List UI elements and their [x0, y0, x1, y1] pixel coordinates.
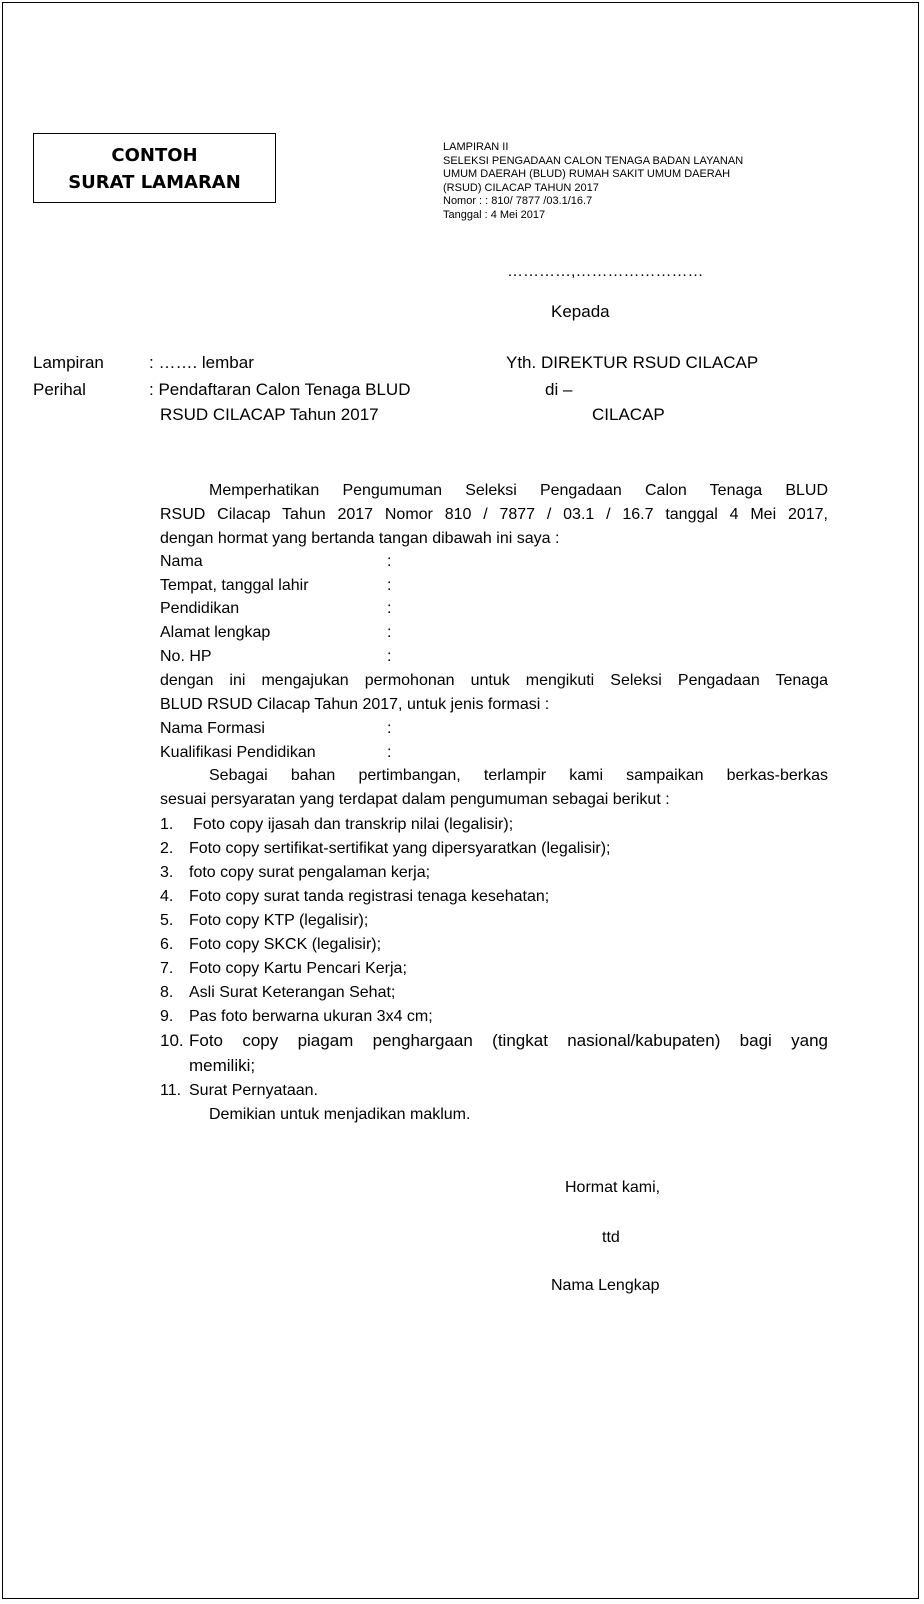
- list-item-text: Surat Pernyataan.: [189, 1082, 318, 1099]
- attachment-line: Nomor : : 810/ 7877 /03.1/16.7: [443, 195, 593, 207]
- title-line-1: CONTOH: [111, 145, 198, 166]
- list-item-number: 8.: [160, 984, 174, 1001]
- attachment-line: Tanggal : 4 Mei 2017: [443, 208, 546, 221]
- perihal-value: : Pendaftaran Calon Tenaga BLUD: [149, 380, 411, 399]
- list-item-number: 9.: [160, 1008, 174, 1025]
- field-colon: :: [387, 600, 392, 617]
- recipient-di: di –: [545, 380, 573, 399]
- attachment-line: LAMPIRAN II: [443, 141, 509, 153]
- intro-line-3: dengan hormat yang bertanda tangan dibawah ini saya :: [160, 530, 560, 547]
- closing-line: Demikian untuk menjadikan maklum.: [209, 1106, 471, 1123]
- formasi-colon: :: [387, 720, 392, 737]
- intro-line-1: Memperhatikan Pengumuman Seleksi Pengadaan Calon Tenaga BLUD: [209, 482, 828, 499]
- attachment-line: (RSUD) CILACAP TAHUN 2017: [443, 181, 599, 194]
- field-label: Pendidikan: [160, 600, 240, 617]
- field-colon: :: [387, 624, 392, 641]
- perihal-label: Perihal: [33, 380, 86, 399]
- list-item-number: 7.: [160, 960, 174, 977]
- list-item-number: 6.: [160, 936, 174, 953]
- list-item-text: Foto copy surat tanda registrasi tenaga kesehatan;: [189, 888, 550, 905]
- kepada: Kepada: [551, 302, 610, 321]
- recipient-yth: Yth. DIREKTUR RSUD CILACAP: [506, 353, 759, 372]
- list-item-number: 1.: [160, 816, 174, 833]
- attachment-line: UMUM DAERAH (BLUD) RUMAH SAKIT UMUM DAERAH: [443, 168, 731, 180]
- list-item-text: Asli Surat Keterangan Sehat;: [189, 984, 396, 1001]
- field-label: Alamat lengkap: [160, 624, 271, 641]
- consider-line-2: sesuai persyaratan yang terdapat dalam pengumuman sebagai berikut :: [160, 791, 670, 808]
- title-line-2: SURAT LAMARAN: [68, 172, 241, 193]
- request-line-2: BLUD RSUD Cilacap Tahun 2017, untuk jenis formasi :: [160, 696, 550, 713]
- field-colon: :: [387, 577, 392, 594]
- list-item-text: Foto copy KTP (legalisir);: [189, 912, 369, 929]
- place-date: …………,……………………: [507, 263, 704, 280]
- list-item-text: Foto copy ijasah dan transkrip nilai (legalisir);: [193, 816, 514, 833]
- lampiran-value: : ……. lembar: [149, 353, 254, 372]
- list-item-text: Foto copy SKCK (legalisir);: [189, 936, 382, 953]
- field-colon: :: [387, 553, 392, 570]
- list-item-number: 11.: [160, 1082, 182, 1099]
- list-item-text: Foto copy piagam penghargaan (tingkat nasional/kabupaten) bagi yang: [189, 1031, 828, 1050]
- signature-ttd: ttd: [602, 1229, 620, 1246]
- field-label: Nama: [160, 553, 203, 570]
- list-item-text: Foto copy Kartu Pencari Kerja;: [189, 960, 407, 977]
- list-item-text: foto copy surat pengalaman kerja;: [189, 864, 431, 881]
- list-item-number: 3.: [160, 864, 174, 881]
- formasi-label: Kualifikasi Pendidikan: [160, 744, 316, 761]
- consider-line-1: Sebagai bahan pertimbangan, terlampir kami sampaikan berkas-berkas: [209, 767, 828, 784]
- field-label: Tempat, tanggal lahir: [160, 577, 309, 594]
- list-item-number: 5.: [160, 912, 174, 929]
- recipient-city: CILACAP: [592, 405, 665, 424]
- title-box: [33, 133, 276, 203]
- perihal-value-2: RSUD CILACAP Tahun 2017: [160, 405, 379, 424]
- list-item-text: Pas foto berwarna ukuran 3x4 cm;: [189, 1008, 433, 1025]
- request-line-1: dengan ini mengajukan permohonan untuk mengikuti Seleksi Pengadaan Tenaga: [160, 672, 828, 689]
- intro-line-2: RSUD Cilacap Tahun 2017 Nomor 810 / 7877 / 03.1 / 16.7 tanggal 4 Mei 2017,: [160, 506, 828, 523]
- list-item-number: 10.: [160, 1031, 184, 1050]
- list-item-text-continued: memiliki;: [189, 1056, 256, 1075]
- list-item-number: 4.: [160, 888, 174, 905]
- formasi-colon: :: [387, 744, 392, 761]
- regards: Hormat kami,: [565, 1179, 661, 1196]
- signature-name: Nama Lengkap: [551, 1277, 660, 1294]
- attachment-line: SELEKSI PENGADAAN CALON TENAGA BADAN LAYANAN: [443, 154, 744, 167]
- list-item-number: 2.: [160, 840, 174, 857]
- lampiran-label: Lampiran: [33, 353, 104, 372]
- field-label: No. HP: [160, 648, 212, 665]
- field-colon: :: [387, 648, 392, 665]
- attachment-header: [443, 141, 743, 222]
- list-item-text: Foto copy sertifikat-sertifikat yang dipersyaratkan (legalisir);: [189, 840, 611, 857]
- formasi-label: Nama Formasi: [160, 720, 265, 737]
